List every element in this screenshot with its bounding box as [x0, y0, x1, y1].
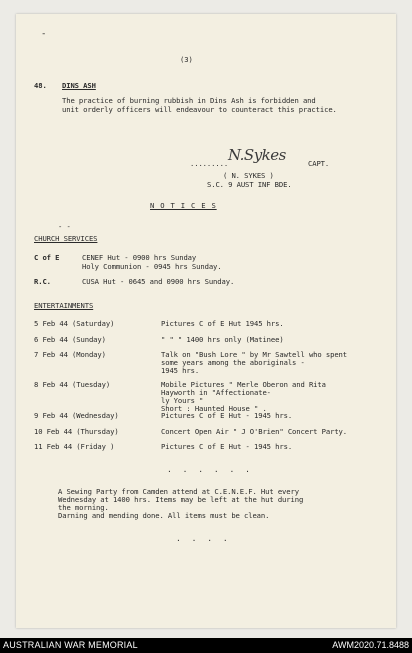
entertainments-heading: ENTERTAINMENTS — [34, 301, 94, 310]
notices-heading: N O T I C E S — [150, 201, 217, 210]
item-heading: DINS ASH — [62, 81, 96, 90]
entertainment-desc: Short : Haunted House " . — [161, 404, 267, 413]
entertainment-date: 5 Feb 44 (Saturday) — [34, 319, 115, 328]
entertainment-desc: Concert Open Air " J O'Brien" Concert Party. — [161, 427, 347, 436]
signature-scrawl: N.Sykes — [228, 146, 286, 164]
entertainment-desc: " " " 1400 hrs only (Matinee) — [161, 335, 284, 344]
entertainment-desc: Hayworth in "Affectionate- — [161, 388, 271, 397]
entertainment-desc: Pictures C of E Hut 1945 hrs. — [161, 319, 284, 328]
church-line: Holy Communion - 0945 hrs Sunday. — [82, 262, 222, 271]
entertainment-desc: Pictures C of E Hut - 1945 hrs. — [161, 411, 293, 420]
margin-mark: - — [41, 29, 47, 39]
church-line: CENEF Hut - 0900 hrs Sunday — [82, 253, 197, 262]
item-body-line-2: unit orderly officers will endeavour to counteract this practice. — [62, 105, 337, 114]
item-number: 48. — [34, 81, 47, 90]
separator-dots: . . . . . . — [167, 465, 253, 474]
sewing-line-1: A Sewing Party from Camden attend at C.E.N.E.F. Hut every — [58, 487, 299, 496]
signature-name: ( N. SYKES ) — [223, 171, 274, 180]
signature-rank: CAPT. — [308, 159, 330, 168]
church-line: CUSA Hut - 0645 and 0900 hrs Sunday. — [82, 277, 235, 286]
entertainment-desc: Mobile Pictures " Merle Oberon and Rita — [161, 380, 326, 389]
entertainment-date: 8 Feb 44 (Tuesday) — [34, 380, 111, 389]
institution-name: AUSTRALIAN WAR MEMORIAL — [3, 640, 138, 650]
entertainment-desc: Talk on "Bush Lore " by Mr Sawtell who spent — [161, 350, 347, 359]
archive-footer — [0, 638, 412, 653]
entertainment-date: 7 Feb 44 (Monday) — [34, 350, 106, 359]
entertainment-desc: 1945 hrs. — [161, 366, 200, 375]
entertainment-date: 10 Feb 44 (Thursday) — [34, 427, 119, 436]
entertainment-desc: some years among the aboriginals - — [161, 358, 305, 367]
entertainment-desc: ly Yours " — [161, 396, 204, 405]
entertainment-date: 6 Feb 44 (Sunday) — [34, 335, 106, 344]
sewing-line-3: the morning. — [58, 503, 109, 512]
item-body-line-1: The practice of burning rubbish in Dins Ash is forbidden and — [62, 96, 316, 105]
entertainment-desc: Pictures C of E Hut - 1945 hrs. — [161, 442, 293, 451]
church-label: C of E — [34, 253, 60, 262]
separator-dots: . . . . — [176, 534, 231, 543]
accession-number: AWM2020.71.8488 — [332, 640, 409, 650]
sewing-line-4: Darning and mending done. All items must be clean. — [58, 511, 270, 520]
entertainment-date: 11 Feb 44 (Friday ) — [34, 442, 115, 451]
sewing-line-2: Wednesday at 1400 hrs. Items may be left at the hut during — [58, 495, 304, 504]
document-page — [16, 14, 396, 628]
stray-dash-mark: - - — [58, 222, 71, 231]
signature-dots: ......... — [190, 159, 229, 168]
entertainment-date: 9 Feb 44 (Wednesday) — [34, 411, 119, 420]
church-label: R.C. — [34, 277, 51, 286]
signature-position: S.C. 9 AUST INF BDE. — [207, 180, 292, 189]
church-services-heading: CHURCH SERVICES — [34, 234, 98, 243]
page-number: (3) — [180, 55, 193, 64]
